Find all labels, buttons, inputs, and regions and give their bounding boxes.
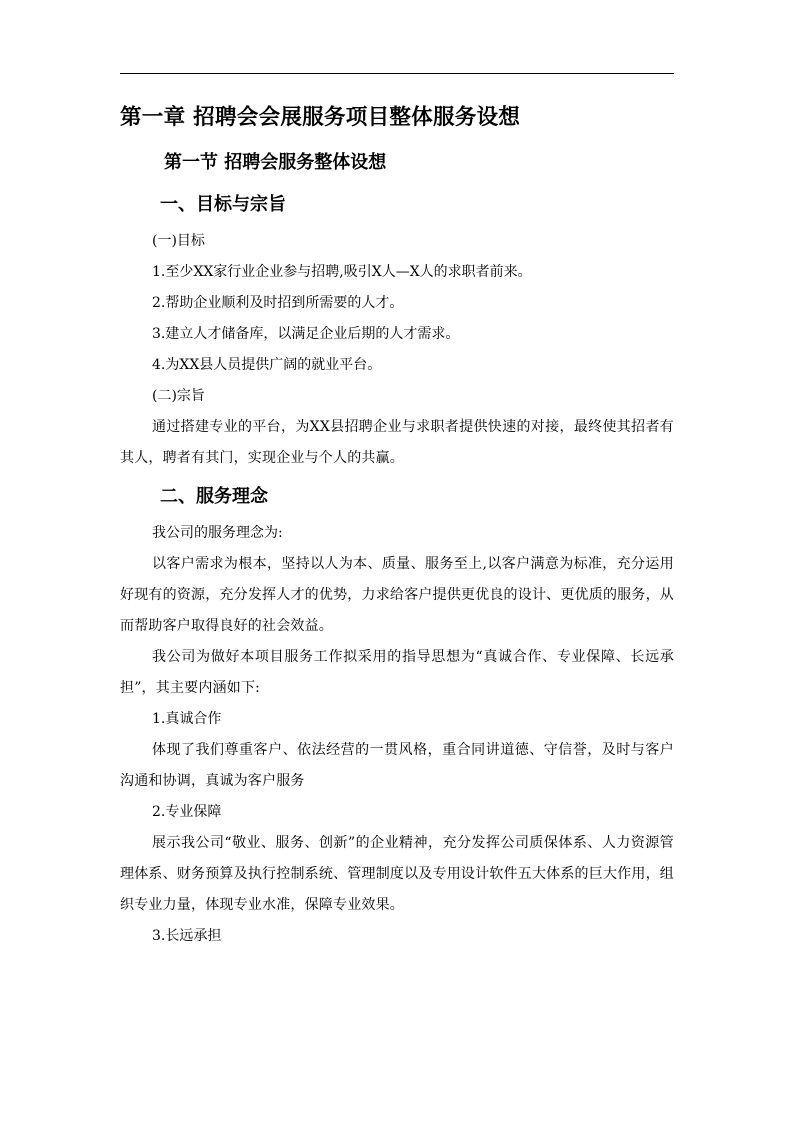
goal-item: 2.帮助企业顺利及时招到所需要的人才。: [152, 295, 404, 311]
principle-paragraph-sincere-cooperation: 体现了我们尊重客户、依法经营的一贯风格，重合同讲道德、守信誉，及时与客户沟通和协调，真诚为客户服务: [120, 742, 674, 789]
tenet-paragraph: 通过搭建专业的平台，为XX县招聘企业与求职者提供快速的对接，最终使其招者有其人，聘者有其门，实现企业与个人的共赢。: [120, 419, 674, 466]
goal-item: 3.建立人才储备库，以满足企业后期的人才需求。: [152, 326, 460, 342]
goal-item: 4.为XX县人员提供广阔的就业平台。: [152, 357, 382, 373]
chapter-title: 第一章 招聘会会展服务项目整体服务设想: [120, 105, 521, 130]
philosophy-intro: 我公司的服务理念为:: [152, 525, 283, 541]
subsection-title-goals: 一、目标与宗旨: [160, 194, 286, 215]
section-title: 第一节 招聘会服务整体设想: [164, 152, 387, 173]
principle-label-sincere-cooperation: 1.真诚合作: [152, 711, 222, 727]
goal-item: 1.至少XX家行业企业参与招聘,吸引X人—X人的求职者前来。: [152, 264, 532, 280]
subsection-title-philosophy: 二、服务理念: [160, 486, 268, 507]
principle-label-professional-guarantee: 2.专业保障: [152, 804, 222, 820]
goal-label: (一)目标: [152, 233, 205, 249]
tenet-label: (二)宗旨: [152, 388, 205, 404]
guideline-paragraph: 我公司为做好本项目服务工作拟采用的指导思想为“真诚合作、专业保障、长远承担”，其主要内涵如下:: [120, 649, 674, 696]
document-body: [120, 96, 674, 952]
header-divider: [120, 73, 674, 74]
principle-label-long-term-commitment: 3.长远承担: [152, 928, 222, 944]
philosophy-paragraph: 以客户需求为根本，坚持以人为本、质量、服务至上,以客户满意为标准，充分运用好现有的资源，充分发挥人才的优势，力求给客户提供更优良的设计、更优质的服务，从而帮助客户取得良好的社会效益。: [120, 556, 674, 634]
principle-paragraph-professional-guarantee: 展示我公司“敬业、服务、创新”的企业精神，充分发挥公司质保体系、人力资源管理体系、财务预算及执行控制系统、管理制度以及专用设计软件五大体系的巨大作用，组织专业力量，体现专业水准，保障专业效果。: [120, 835, 674, 913]
